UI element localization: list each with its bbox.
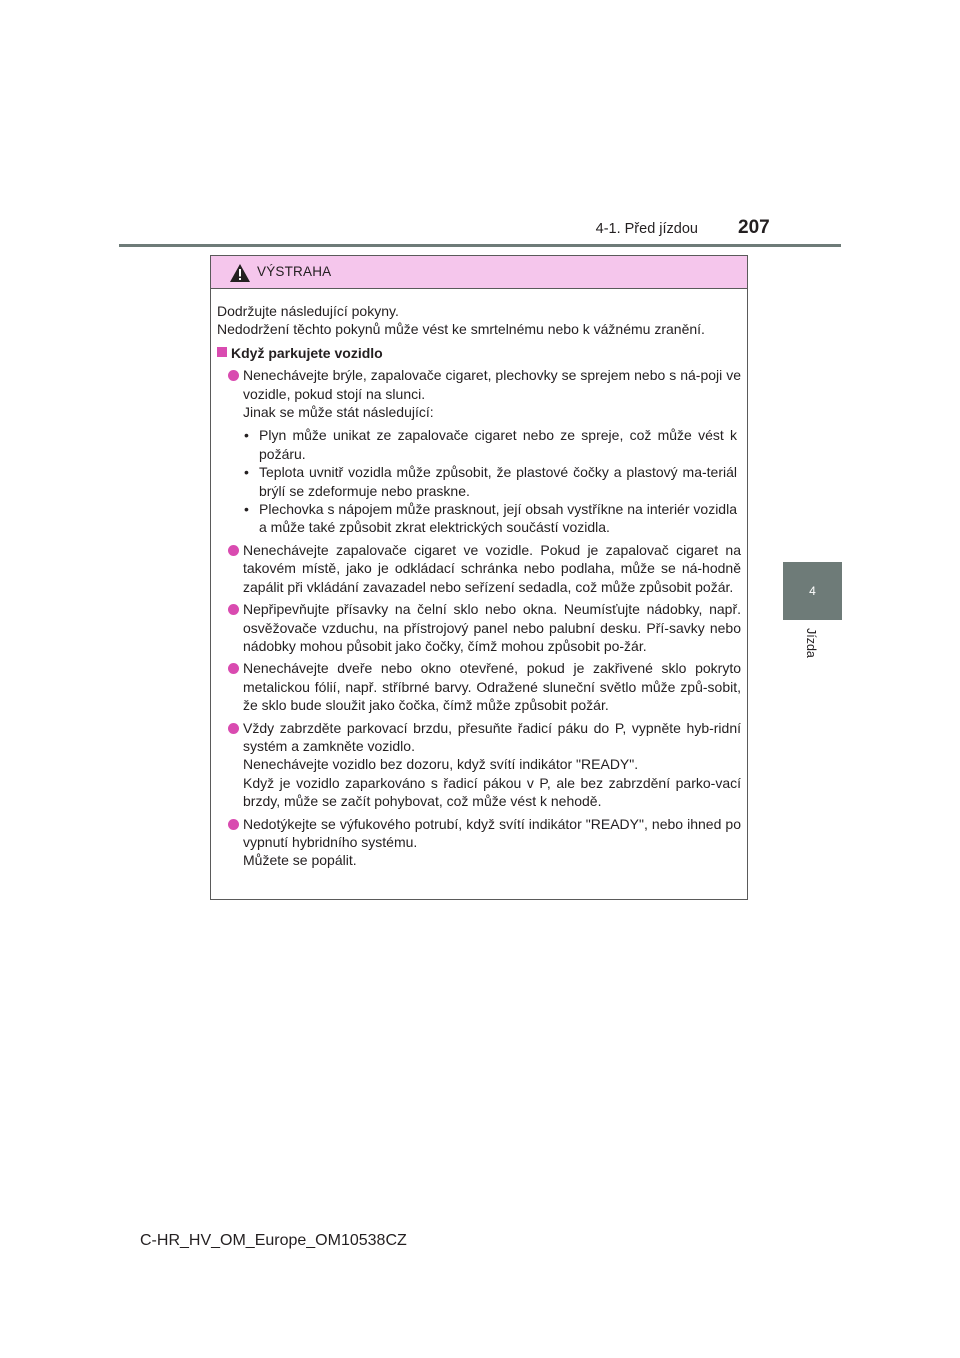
list-item: [217, 815, 741, 870]
round-bullet-icon: [228, 370, 239, 381]
item-text: Nenechávejte brýle, zapalovače cigaret, plechovky se sprejem nebo s ná-poji ve vozidle, pokud stojí na slunci.: [243, 367, 741, 402]
item-text: Můžete se popálit.: [243, 852, 357, 869]
item-text: Jinak se může stát následující:: [243, 404, 434, 421]
round-bullet-icon: [228, 723, 239, 734]
document-code: C-HR_HV_OM_Europe_OM10538CZ: [140, 1232, 407, 1249]
round-bullet-icon: [228, 663, 239, 674]
item-text: Nenechávejte zapalovače cigaret ve vozidle. Pokud je zapalovač cigaret na takovém místě, jako je odkládací schránka nebo podlaha, může se ná-hodně zapálit při vkládání zavazadel nebo seřízení sedadla, což může způsobit požár.: [243, 541, 741, 595]
intro-line: Nedodržení těchto pokynů může vést ke smrtelnému nebo k vážnému zranění.: [217, 321, 705, 338]
chapter-tab[interactable]: 4: [783, 562, 842, 620]
round-bullet-icon: [228, 819, 239, 830]
sub-list-item: • Plechovka s nápojem může prasknout, její obsah vystříkne na interiér vozidla a může také způsobit zkrat elektrických součástí vozidla.: [244, 501, 737, 536]
round-bullet-icon: [228, 604, 239, 615]
header-rule: [119, 244, 841, 247]
list-item: [217, 366, 741, 537]
item-text: Když je vozidlo zaparkováno s řadicí pákou v P, ale bez zabrzdění parko-vací brzdy, může se začít pohybovat, což může vést k nehodě.: [243, 774, 741, 810]
sub-item-text: Teplota uvnitř vozidla může způsobit, že plastové čočky a plastový ma-teriál brýlí se zdeformuje nebo praskne.: [259, 464, 737, 499]
subheading-text: Když parkujete vozidlo: [231, 344, 383, 361]
sub-item-text: Plechovka s nápojem může prasknout, její obsah vystříkne na interiér vozidla a může také způsobit zkrat elektrických součástí vozidla.: [259, 501, 737, 536]
sub-list-item: • Teplota uvnitř vozidla může způsobit, že plastové čočky a plastový ma-teriál brýlí se zdeformuje nebo praskne.: [244, 464, 737, 499]
sub-list-item: • Plyn může unikat ze zapalovače cigaret nebo ze spreje, což může vést k požáru.: [244, 427, 737, 462]
section-title: 4-1. Před jízdou: [595, 221, 698, 237]
item-text: Nenechávejte dveře nebo okno otevřené, pokud je zakřivené sklo pokryto metalickou fólií, např. stříbrné barvy. Odražené sluneční světlo může způ-sobit, že sklo bude sloužit jako čočka, čímž může způsobit požár.: [243, 660, 741, 714]
square-bullet-icon: [217, 347, 227, 357]
sub-list: [243, 426, 741, 536]
list-item: [217, 659, 741, 714]
chapter-label: Jízda: [804, 628, 818, 658]
list-item: [217, 541, 741, 596]
warning-header: [211, 256, 747, 289]
list-item: [217, 600, 741, 655]
warning-body: [211, 289, 747, 870]
round-bullet-icon: [228, 545, 239, 556]
item-text: Nepřipevňujte přísavky na čelní sklo nebo okna. Neumísťujte nádobky, např. osvěžovače vzduchu, na přístrojový panel nebo palubní desku. Pří-savky nebo nádobky mohou působit jako čočky, čímž mohou způsobit po-žár.: [243, 601, 741, 654]
intro-line: Dodržujte následující pokyny.: [217, 303, 399, 319]
warning-title: VÝSTRAHA: [257, 264, 332, 279]
item-text: Nenechávejte vozidlo bez dozoru, když svítí indikátor "READY".: [243, 756, 639, 773]
page-number: 207: [738, 217, 770, 238]
warning-box: [210, 255, 748, 900]
item-text: Nedotýkejte se výfukového potrubí, když svítí indikátor "READY", nebo ihned po vypnutí hybridního systému.: [243, 815, 741, 850]
warning-intro: [217, 302, 741, 339]
item-text: Vždy zabrzděte parkovací brzdu, přesuňte řadicí páku do P, vypněte hyb-ridní systém a zamkněte vozidlo.: [243, 719, 741, 754]
warning-triangle-icon: [229, 263, 251, 283]
subheading: [217, 344, 741, 362]
sub-item-text: Plyn může unikat ze zapalovače cigaret nebo ze spreje, což může vést k požáru.: [259, 427, 737, 462]
list-item: [217, 719, 741, 811]
